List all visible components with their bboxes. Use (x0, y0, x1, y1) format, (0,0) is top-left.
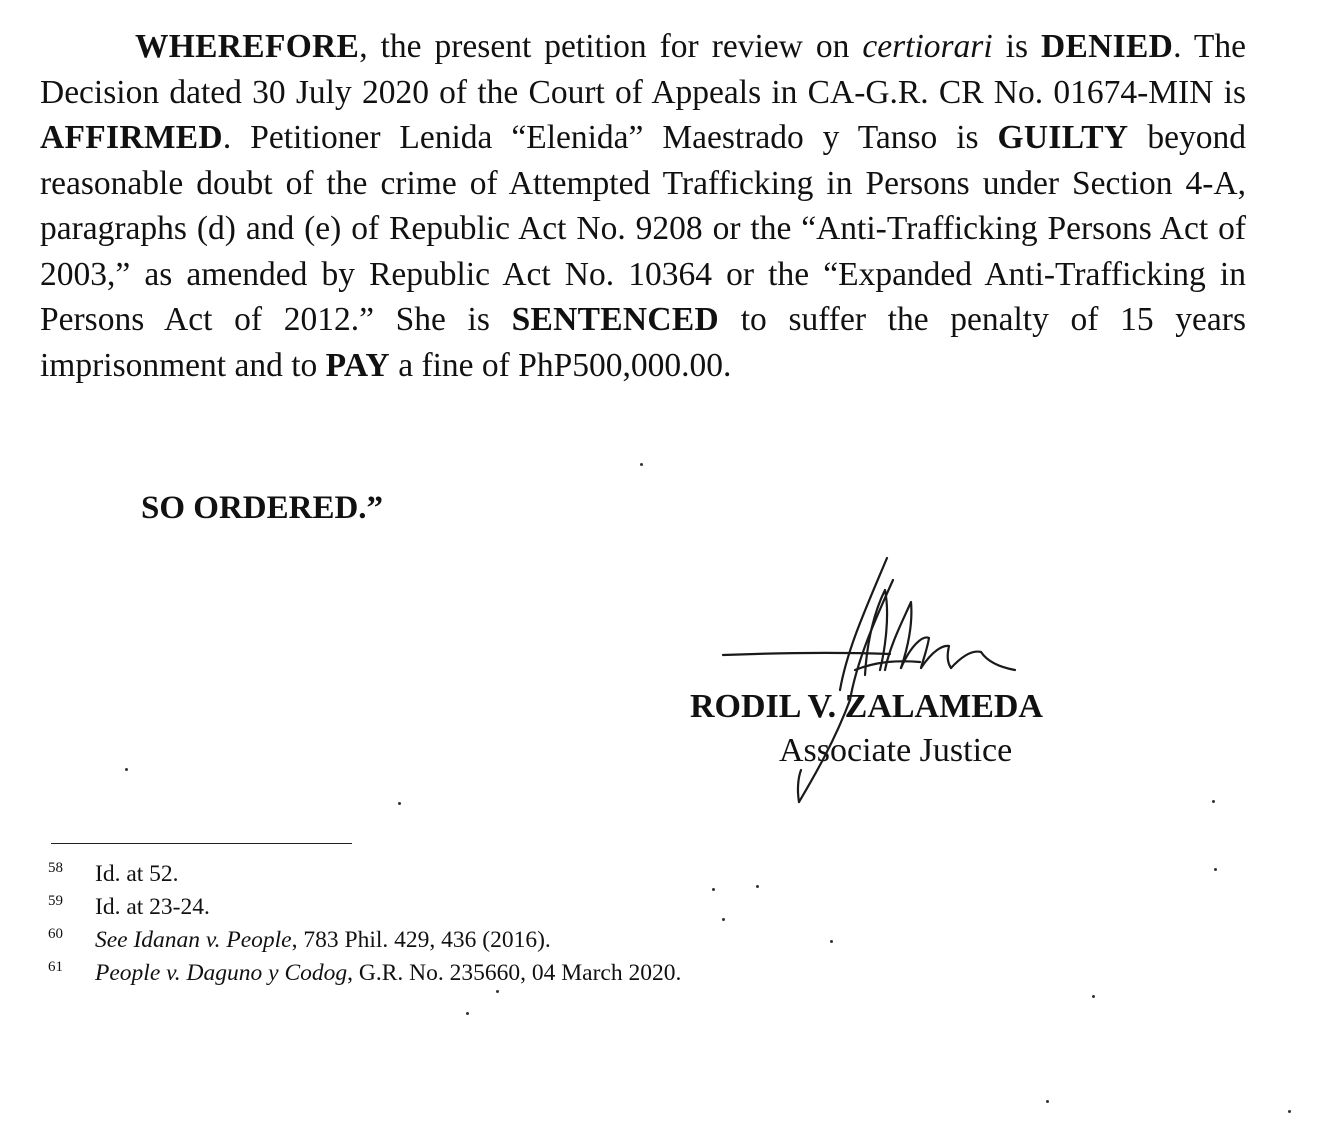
signatory-name: RODIL V. ZALAMEDA (690, 688, 1043, 725)
scan-speck (1046, 1100, 1049, 1103)
scan-speck (125, 768, 128, 771)
ruling-text-2: is (992, 28, 1042, 65)
footnote-item (48, 924, 948, 957)
footnote-number: 60 (48, 926, 63, 942)
footnote-text (95, 924, 551, 957)
footnote-number: 59 (48, 893, 63, 909)
footnote-case-name: People v. Daguno y Codog (95, 960, 348, 986)
so-ordered: SO ORDERED.” (141, 490, 384, 526)
scan-speck (1092, 995, 1095, 998)
footnote-item (48, 858, 948, 891)
scan-speck (496, 990, 499, 993)
ruling-text-3: . The Decision dated 30 July 2020 of the Court of Appeals in CA-G.R. CR No. 01674-MIN is (40, 28, 1247, 111)
scan-speck (712, 888, 715, 891)
footnote-number: 58 (48, 860, 63, 876)
dispositive-paragraph (40, 24, 1246, 388)
signatory-title: Associate Justice (779, 732, 1013, 769)
ruling-text-5: beyond reasonable doubt of the crime of Attempted Trafficking in Persons under Section 4-A, paragraphs (d) and (e) of Republic Act No. 9208 or the “Anti-Trafficking Persons Act of 2003,” as amended by Republic Act No. 10364 or the “Expanded Anti-Trafficking in Persons Act of 2012.” She is (40, 119, 1246, 338)
ruling-text-7: a fine of PhP500,000.00. (389, 346, 732, 384)
footnotes-list (48, 858, 948, 990)
ruling-text-6: to suffer the penalty of 15 years imprisonment and to (40, 301, 1246, 384)
guilty-term: GUILTY (997, 119, 1129, 156)
footnote-text (95, 858, 179, 891)
certiorari-term: certiorari (862, 28, 993, 65)
wherefore-term: WHEREFORE (135, 28, 360, 65)
sentenced-term: SENTENCED (511, 301, 720, 338)
footnote-citation: Id. at 23-24. (95, 894, 210, 920)
scan-speck (398, 802, 401, 805)
scan-speck (756, 885, 759, 888)
scan-speck (830, 940, 833, 943)
footnote-citation: , 783 Phil. 429, 436 (2016). (291, 927, 551, 953)
denied-term: DENIED (1041, 28, 1174, 65)
scan-speck (1214, 868, 1217, 871)
footnote-item (48, 957, 948, 990)
scan-speck (1288, 1110, 1291, 1113)
footnote-citation: Id. at 52. (95, 861, 179, 887)
handwritten-signature (715, 550, 1055, 810)
footnote-item (48, 891, 948, 924)
scan-speck (722, 918, 725, 921)
ruling-text-1: , the present petition for review on (359, 28, 863, 65)
footnote-text (95, 957, 681, 990)
affirmed-term: AFFIRMED (40, 119, 223, 156)
pay-term: PAY (325, 346, 390, 384)
scan-speck (1212, 800, 1215, 803)
footnote-citation: , G.R. No. 235660, 04 March 2020. (347, 960, 682, 986)
ruling-text-4: . Petitioner Lenida “Elenida” Maestrado y Tanso is (222, 119, 998, 156)
scan-speck (466, 1012, 469, 1015)
footnote-divider (51, 843, 352, 844)
footnote-text (95, 891, 210, 924)
footnote-case-name: See Idanan v. People (95, 927, 292, 953)
footnote-number: 61 (48, 959, 63, 975)
scan-speck (640, 463, 643, 466)
